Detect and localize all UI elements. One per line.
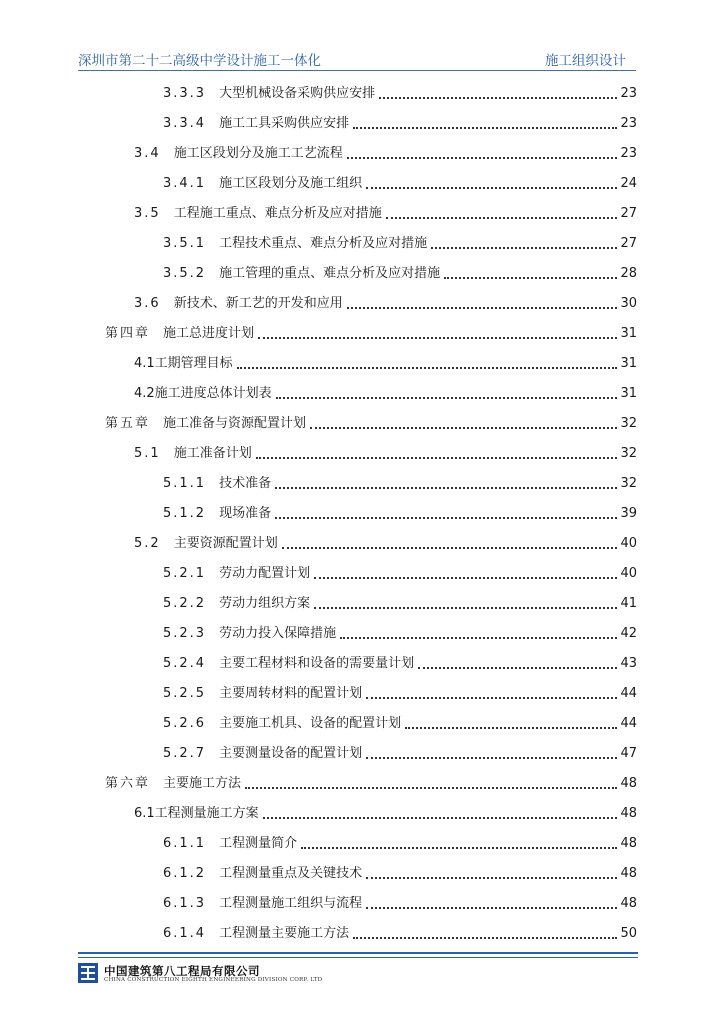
toc-page-number: 23 [620, 116, 637, 131]
toc-entry-title [134, 296, 343, 312]
toc-page-number: 31 [620, 326, 637, 341]
toc-entry-text: 工程技术重点、难点分析及应对措施 [219, 236, 428, 251]
toc-entry-text: 工程测量主要施工方法 [219, 926, 350, 941]
toc-page-number: 39 [620, 506, 637, 521]
toc-leader-dots [347, 147, 618, 159]
cscec-logo-icon [78, 963, 98, 983]
toc-entry-title [163, 716, 401, 732]
footer-company-name: 中国建筑第八工程局有限公司 [104, 964, 260, 978]
toc-entry[interactable] [163, 262, 637, 282]
header-document-title: 施工组织设计 [545, 53, 626, 69]
toc-entry-number: 5.2.7 [163, 746, 207, 761]
toc-leader-dots [405, 717, 617, 729]
toc-leader-dots [366, 687, 617, 699]
toc-page-number: 40 [620, 536, 637, 551]
toc-page-number: 32 [620, 446, 637, 461]
toc-entry-text: 现场准备 [219, 506, 272, 521]
footer-divider [78, 952, 638, 954]
toc-entry-number: 5.1.2 [163, 506, 207, 521]
toc-entry-number: 5.1 [134, 446, 161, 461]
toc-leader-dots [379, 87, 617, 99]
toc-leader-dots [301, 837, 617, 849]
toc-leader-dots [237, 357, 618, 369]
toc-leader-dots [444, 267, 617, 279]
toc-entry-title [163, 116, 349, 132]
toc-entry-number: 5.2.5 [163, 686, 207, 701]
toc-page-number: 48 [620, 806, 637, 821]
toc-entry-number: 3.5.1 [163, 236, 207, 251]
toc-leader-dots [353, 927, 617, 939]
toc-entry-title [163, 566, 310, 582]
toc-entry-title [105, 326, 254, 342]
toc-entry-text: 劳动力投入保障措施 [219, 626, 337, 641]
toc-page-number: 31 [620, 356, 637, 371]
toc-entry-number: 5.2.2 [163, 596, 207, 611]
toc-entry-title [163, 836, 297, 852]
toc-page-number: 32 [620, 476, 637, 491]
toc-entry-number: 5.2.4 [163, 656, 207, 671]
toc-leader-dots [310, 417, 617, 429]
toc-entry-title [163, 686, 362, 702]
toc-entry-number: 6.1.2 [163, 866, 207, 881]
toc-entry-text: 施工准备计划 [173, 446, 252, 461]
toc-leader-dots [282, 537, 618, 549]
toc-entry[interactable] [163, 592, 637, 612]
toc-entry-text: 主要资源配置计划 [173, 536, 278, 551]
toc-leader-dots [353, 117, 617, 129]
toc-entry[interactable] [163, 682, 637, 702]
toc-entry-title [163, 626, 336, 642]
toc-entry[interactable] [134, 142, 637, 162]
toc-entry[interactable] [105, 322, 637, 342]
toc-entry-title [134, 536, 278, 552]
toc-leader-dots [340, 627, 617, 639]
toc-page-number: 41 [620, 596, 637, 611]
toc-page-number: 48 [620, 896, 637, 911]
toc-entry-title [134, 806, 259, 822]
toc-entry[interactable] [134, 292, 637, 312]
toc-entry-text: 施工区段划分及施工工艺流程 [173, 146, 343, 161]
toc-entry-number: 3.5 [134, 206, 161, 221]
toc-entry[interactable] [163, 562, 637, 582]
toc-page-number: 48 [620, 776, 637, 791]
toc-entry-title [134, 386, 272, 402]
toc-entry-text: 主要测量设备的配置计划 [219, 746, 363, 761]
toc-entry[interactable] [134, 532, 637, 552]
toc-entry-number: 第五章 [105, 416, 151, 431]
toc-entry-number: 6.1.1 [163, 836, 207, 851]
toc-entry-text: 主要施工机具、设备的配置计划 [219, 716, 402, 731]
toc-page-number: 32 [620, 416, 637, 431]
toc-entry-text: 劳动力组织方案 [219, 596, 311, 611]
toc-entry-title [134, 146, 343, 162]
toc-entry-number: 3.3.4 [163, 116, 207, 131]
toc-page-number: 43 [620, 656, 637, 671]
toc-entry-text: 主要周转材料的配置计划 [219, 686, 363, 701]
toc-page-number: 23 [620, 146, 637, 161]
toc-entry-text: 新技术、新工艺的开发和应用 [173, 296, 343, 311]
toc-entry[interactable] [163, 472, 637, 492]
toc-entry-text: 施工管理的重点、难点分析及应对措施 [219, 266, 441, 281]
header-project-title: 深圳市第二十二高级中学设计施工一体化 [78, 53, 321, 69]
toc-page-number: 40 [620, 566, 637, 581]
toc-entry-title [134, 446, 252, 462]
toc-entry-text: 主要施工方法 [163, 776, 242, 791]
toc-entry[interactable] [163, 622, 637, 642]
toc-leader-dots [366, 867, 617, 879]
toc-entry-number: 3.4.1 [163, 176, 207, 191]
toc-page-number: 47 [620, 746, 637, 761]
toc-entry-number: 6.1.3 [163, 896, 207, 911]
toc-leader-dots [418, 657, 617, 669]
page-header [78, 48, 636, 71]
toc-entry[interactable] [134, 202, 637, 222]
toc-leader-dots [263, 807, 618, 819]
toc-entry-title [163, 266, 440, 282]
toc-page-number: 23 [620, 86, 637, 101]
toc-entry[interactable] [163, 232, 637, 252]
toc-page-number: 48 [620, 836, 637, 851]
toc-entry[interactable] [163, 112, 637, 132]
toc-page-number: 48 [620, 866, 637, 881]
toc-entry-number: 3.6 [134, 296, 161, 311]
toc-entry-number: 第六章 [105, 776, 151, 791]
toc-entry-text: 4.2施工进度总体计划表 [134, 386, 272, 401]
toc-page-number: 24 [620, 176, 637, 191]
toc-entry-number: 3.5.2 [163, 266, 207, 281]
toc-entry[interactable] [105, 412, 637, 432]
toc-entry-title [105, 416, 306, 432]
toc-entry[interactable] [163, 742, 637, 762]
toc-leader-dots [386, 207, 618, 219]
toc-entry-text: 主要工程材料和设备的需要量计划 [219, 656, 415, 671]
toc-entry[interactable] [105, 772, 637, 792]
toc-leader-dots [256, 447, 618, 459]
toc-leader-dots [366, 747, 617, 759]
toc-page-number: 42 [620, 626, 637, 641]
toc-entry[interactable] [163, 922, 637, 942]
toc-entry-text: 4.1工期管理目标 [134, 356, 233, 371]
toc-entry-title [105, 776, 241, 792]
toc-entry[interactable] [163, 172, 637, 192]
toc-entry[interactable] [134, 352, 637, 372]
toc-leader-dots [245, 777, 617, 789]
toc-page-number: 28 [620, 266, 637, 281]
toc-leader-dots [275, 507, 617, 519]
toc-page-number: 44 [620, 716, 637, 731]
toc-entry[interactable] [134, 382, 637, 402]
toc-entry-number: 5.2.6 [163, 716, 207, 731]
toc-entry-number: 5.2.1 [163, 566, 207, 581]
toc-entry-text: 技术准备 [219, 476, 272, 491]
toc-entry-title [163, 896, 362, 912]
toc-entry-text: 施工准备与资源配置计划 [163, 416, 307, 431]
toc-page-number: 27 [620, 206, 637, 221]
toc-page-number: 27 [620, 236, 637, 251]
toc-entry-title [163, 656, 414, 672]
toc-leader-dots [258, 327, 617, 339]
toc-entry[interactable] [163, 502, 637, 522]
toc-entry[interactable] [163, 832, 637, 852]
toc-entry-text: 施工总进度计划 [163, 326, 255, 341]
toc-page-number: 31 [620, 386, 637, 401]
toc-entry[interactable] [134, 442, 637, 462]
toc-entry[interactable] [163, 862, 637, 882]
toc-page-number: 50 [620, 926, 637, 941]
toc-entry-text: 大型机械设备采购供应安排 [219, 86, 376, 101]
toc-entry-title [163, 86, 375, 102]
toc-entry[interactable] [163, 652, 637, 672]
toc-entry-title [134, 356, 233, 372]
toc-entry-text: 工程施工重点、难点分析及应对措施 [173, 206, 382, 221]
toc-leader-dots [431, 237, 617, 249]
toc-entry-number: 第四章 [105, 326, 151, 341]
toc-leader-dots [314, 567, 617, 579]
toc-entry-title [163, 506, 271, 522]
toc-entry-title [163, 476, 271, 492]
toc-leader-dots [275, 477, 617, 489]
toc-entry-title [163, 596, 310, 612]
toc-entry-title [163, 176, 362, 192]
toc-entry-title [163, 866, 362, 882]
toc-entry-text: 施工区段划分及施工组织 [219, 176, 363, 191]
toc-entry-title [134, 206, 382, 222]
toc-entry[interactable] [163, 82, 637, 102]
toc-entry-number: 5.2.3 [163, 626, 207, 641]
toc-entry[interactable] [163, 712, 637, 732]
toc-entry-title [163, 236, 427, 252]
toc-entry-title [163, 926, 349, 942]
toc-entry-text: 工程测量施工组织与流程 [219, 896, 363, 911]
toc-entry-text: 6.1工程测量施工方案 [134, 806, 259, 821]
toc-leader-dots [276, 387, 618, 399]
toc-entry-title [163, 746, 362, 762]
toc-page-number: 44 [620, 686, 637, 701]
toc-leader-dots [347, 297, 618, 309]
toc-entry-number: 3.4 [134, 146, 161, 161]
toc-leader-dots [366, 177, 617, 189]
toc-leader-dots [366, 897, 617, 909]
footer-company-name-en: CHINA CONSTRUCTION EIGHTH ENGINEERING DIVISION CORP. LTD [104, 977, 323, 983]
toc-entry-number: 5.1.1 [163, 476, 207, 491]
toc-entry-text: 施工工具采购供应安排 [219, 116, 350, 131]
toc-entry-number: 6.1.4 [163, 926, 207, 941]
toc-page-number: 30 [620, 296, 637, 311]
toc-entry[interactable] [163, 892, 637, 912]
toc-entry-text: 劳动力配置计划 [219, 566, 311, 581]
footer-divider-thin [78, 957, 638, 958]
toc-entry-number: 3.3.3 [163, 86, 207, 101]
toc-entry-text: 工程测量重点及关键技术 [219, 866, 363, 881]
toc-entry-number: 5.2 [134, 536, 161, 551]
toc-entry[interactable] [134, 802, 637, 822]
toc-leader-dots [314, 597, 617, 609]
toc-entry-text: 工程测量简介 [219, 836, 298, 851]
